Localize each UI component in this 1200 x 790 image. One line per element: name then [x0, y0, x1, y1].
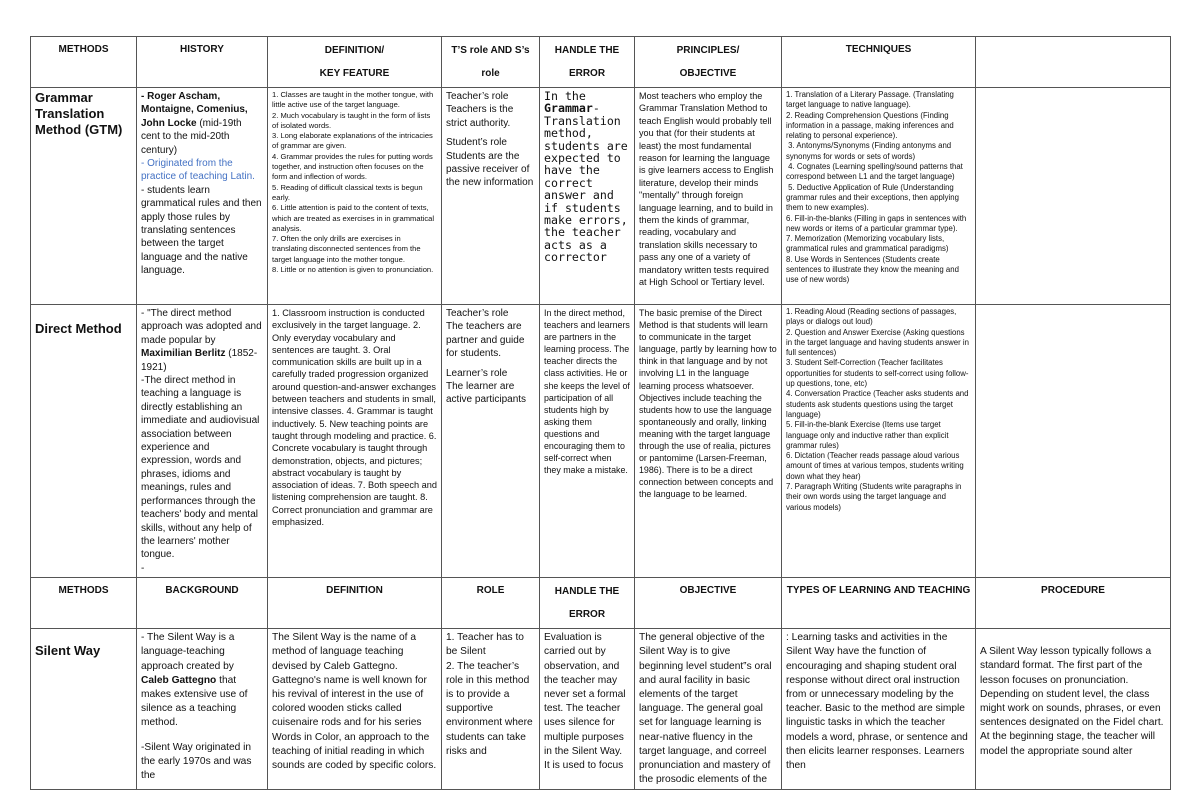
header-empty [976, 37, 1171, 88]
gtm-def-item: 2. Much vocabulary is taught in the form of lists of isolated words. [272, 110, 433, 130]
gtm-history-authors: - Roger Ascham, Montaigne, Comenius, John Locke [141, 91, 248, 129]
dm-technique-item: 5. Fill-in-the-blank Exercise (Items use target language only and inductive rather than explicit grammar rules) [786, 420, 951, 450]
gtm-def-item: 7. Often the only drills are exercises in translating disconnected sentences from the target language into the mother tongue. [272, 234, 423, 264]
header2-background: BACKGROUND [137, 578, 268, 629]
dm-teacher-role-label: Teacher’s role [446, 308, 509, 319]
gtm-history [137, 88, 268, 305]
methods-comparison-table [30, 36, 1171, 790]
method-name-direct: Direct Method [31, 305, 137, 578]
gtm-history-rest: - students learn grammatical rules and then apply those rules by translating sentences between the target language and the native language. [141, 184, 265, 277]
sw-role: 1. Teacher has to be Silent 2. The teacher’s role in this method is to provide a supportive environment where students can take risks and [442, 629, 540, 790]
gtm-technique-item: 5. Deductive Application of Rule (Understanding grammar rules and their exceptions, then applying them to new examples). [786, 182, 962, 213]
header2-methods: METHODS [31, 578, 137, 629]
dm-technique-item: 2. Question and Answer Exercise (Asking questions in the target language and having students answer in full sentences) [786, 327, 972, 358]
gtm-def-item: 5. Reading of difficult classical texts is begun early. [272, 182, 425, 202]
sw-procedure: A Silent Way lesson typically follows a standard format. The first part of the lesson focuses on pronunciation. Depending on student level, the class might work on sounds, phrases, or even sentences designated on the Fidel chart. At the beginning stage, the teacher will model the appropriate sound alter [976, 629, 1171, 790]
dm-history: - "The direct method approach was adopted and made popular by Maximilian Berlitz (1852-1921) -The direct method in teaching a language is directly establishing an immediate and audiovisual association between experience and expression, words and phrases, idioms and meanings, rules and performances through the teachers' body and mental skills, without any help of the learners' mother tongue. - [137, 305, 268, 578]
header-history: HISTORY [137, 37, 268, 88]
gtm-def-item: 4. Grammar provides the rules for putting words together, and instruction often focuses on the form and inflection of words. [272, 151, 435, 182]
gtm-teacher-role-label: Teacher’s role [446, 91, 509, 102]
header-methods: METHODS [31, 37, 137, 88]
dm-technique-item: 3. Student Self-Correction (Teacher facilitates opportunities for students to self-correct using follow-up questions, tone, etc) [786, 358, 969, 389]
dm-technique-item: 6. Dictation (Teacher reads passage aloud various amount of times at various tempos, students writing down what they hear) [786, 451, 966, 481]
dm-learner-role-text: The learner are active participants [446, 381, 527, 406]
gtm-technique-item: 7. Memorization (Memorizing vocabulary lists, grammatical rules and grammatical paradigms) [786, 234, 949, 254]
sw-definition: The Silent Way is the name of a method of language teaching devised by Caleb Gattegno. Gattegno's name is well known for his revival of interest in the use of colored wooden sticks called cuisenaire rods and for his series Words in Color, an approach to the teaching of initial reading in which sounds are coded by specific colors. [268, 629, 442, 790]
dm-learner-role-label: Learner’s role [446, 367, 508, 379]
dm-teacher-role-text: The teachers are partner and guide for students. [446, 321, 528, 360]
dm-technique-item: 7. Paragraph Writing (Students write paragraphs in their own words using the target language and various models) [786, 482, 964, 512]
dm-empty-cell [976, 305, 1171, 578]
header-row-1 [31, 37, 1171, 88]
gtm-technique-item: 2. Reading Comprehension Questions (Finding information in a passage, making inferences and relating to personal experience). [786, 110, 956, 141]
sw-background: - The Silent Way is a language-teaching approach created by Caleb Gattegno that makes extensive use of silence as a teaching method. -Silent Way originated in the early 1970s and was the [137, 629, 268, 790]
gtm-teacher-role-text: Teachers is the strict authority. [446, 104, 517, 129]
gtm-technique-item: 6. Fill-in-the-blanks (Filling in gaps in sentences with new words or items of a particular grammar type). [786, 213, 969, 233]
header2-handle-error: HANDLE THE ERROR [540, 578, 635, 629]
dm-technique-item: 1. Reading Aloud (Reading sections of passages, plays or dialogs out loud) [786, 307, 959, 327]
header2-types: TYPES OF LEARNING AND TEACHING [782, 578, 976, 629]
sw-types-of-learning: : Learning tasks and activities in the Silent Way have the function of encouraging and shaping student oral response without direct oral instruction from or unnecessary modeling by the teacher. Basic to the method are simple linguistic tasks in which the teacher models a word, phrase, or sentence and then elicits learner responses. Learners then [782, 629, 976, 790]
header2-objective: OBJECTIVE [635, 578, 782, 629]
header-row-2 [31, 578, 1171, 629]
sw-handle-error: Evaluation is carried out by observation, and the teacher may never set a formal test. The teacher uses silence for multiple purposes in the Silent Way. It is used to focus [540, 629, 635, 790]
dm-handle-error: In the direct method, teachers and learners are partners in the learning process. The teacher directs the class activities. He or she keeps the level of participation of all students high by asking them questions and encouraging them to self-correct when they make a mistake. [540, 305, 635, 578]
header2-role: ROLE [442, 578, 540, 629]
row-direct-method [31, 305, 1171, 578]
dm-roles [442, 305, 540, 578]
gtm-def-item: 8. Little or no attention is given to pronunciation. [272, 265, 434, 275]
gtm-definition [268, 88, 442, 305]
header-definition: DEFINITION/ KEY FEATURE [268, 37, 442, 88]
row-gtm [31, 88, 1171, 305]
gtm-techniques [782, 88, 976, 305]
header-roles: T’S role AND S’s role [442, 37, 540, 88]
header-handle-error: HANDLE THE ERROR [540, 37, 635, 88]
gtm-history-origin: - Originated from the practice of teaching Latin. [141, 158, 255, 183]
header-techniques: TECHNIQUES [782, 37, 976, 88]
header2-procedure: PROCEDURE [976, 578, 1171, 629]
dm-technique-item: 4. Conversation Practice (Teacher asks students and students ask students questions using the target language) [786, 389, 971, 419]
gtm-def-item: 6. Little attention is paid to the content of texts, which are treated as exercises in in grammatical analysis. [272, 203, 437, 233]
gtm-student-role-label: Student’s role [446, 137, 507, 149]
method-name-gtm: Grammar Translation Method (GTM) [31, 88, 137, 305]
header2-definition: DEFINITION [268, 578, 442, 629]
gtm-technique-item: 1. Translation of a Literary Passage. (Translating target language to native language). [786, 90, 957, 110]
gtm-history-period: (mid-19th cent to the mid-20th century) [141, 117, 242, 156]
gtm-roles [442, 88, 540, 305]
gtm-technique-item: 4. Cognates (Learning spelling/sound patterns that correspond between L1 and the target language) [786, 162, 966, 182]
header-principles: PRINCIPLES/ OBJECTIVE [635, 37, 782, 88]
sw-objective: The general objective of the Silent Way is to give beginning level student‟s oral and aural facility in basic elements of the target language. The general goal set for language learning is near-native fluency in the target language, and correel pronunciation and mastery of the prosodic elements of the [635, 629, 782, 790]
gtm-technique-item: 3. Antonyms/Synonyms (Finding antonyms and synonyms for words or sets of words) [786, 141, 954, 161]
gtm-empty-cell [976, 88, 1171, 305]
gtm-def-item: 3. Long elaborate explanations of the intricacies of grammar are given. [272, 131, 435, 151]
gtm-technique-item: 8. Use Words in Sentences (Students create sentences to illustrate they know the meaning and use of new words) [786, 254, 962, 285]
dm-definition: 1. Classroom instruction is conducted exclusively in the target language. 2. Only everyday vocabulary and sentences are taught. 3. Oral communication skills are built up in a carefully traded progression organized around question-and-answer exchanges between teachers and students in small, intensive classes. 4. Grammar is taught inductively. 5. New teaching points are taught through modeling and practice. 6. Concrete vocabulary is taught through demonstration, objects, and pictures; abstract vocabulary is taught by association of ideas. 7. Both speech and listening comprehension are taught. 8. Correct pronunciation and grammar are emphasized. [268, 305, 442, 578]
gtm-def-item: 1. Classes are taught in the mother tongue, with little active use of the target language. [272, 90, 436, 110]
dm-techniques [782, 305, 976, 578]
gtm-principles: Most teachers who employ the Grammar Translation Method to teach English would probably tell you that (for their students at least) the most fundamental reason for learning the language is give learners access to English literature, develop their minds "mentally" through foreign language learning, and to build in them the kinds of grammar, reading, vocabulary and translation skills necessary to pass any one of a variety of mandatory written tests required at High School or Tertiary level. [635, 88, 782, 305]
gtm-handle-error: In the Grammar-Translation method, students are expected to have the correct answer and if students make errors, the teacher acts as a corrector [540, 88, 635, 305]
dm-principles: The basic premise of the Direct Method is that students will learn to communicate in the target language, partly by learning how to think in that language and by not involving L1 in the language learning process whatsoever. Objectives include teaching the students how to use the language spontaneously and orally, linking meaning with the target language through the use of realia, pictures or pantomime (Larsen-Freeman, 1986). There is to be a direct connection between concepts and the language to be learned. [635, 305, 782, 578]
method-name-silent-way: Silent Way [31, 629, 137, 790]
gtm-student-role-text: Students are the passive receiver of the new information [446, 150, 534, 189]
row-silent-way [31, 629, 1171, 790]
